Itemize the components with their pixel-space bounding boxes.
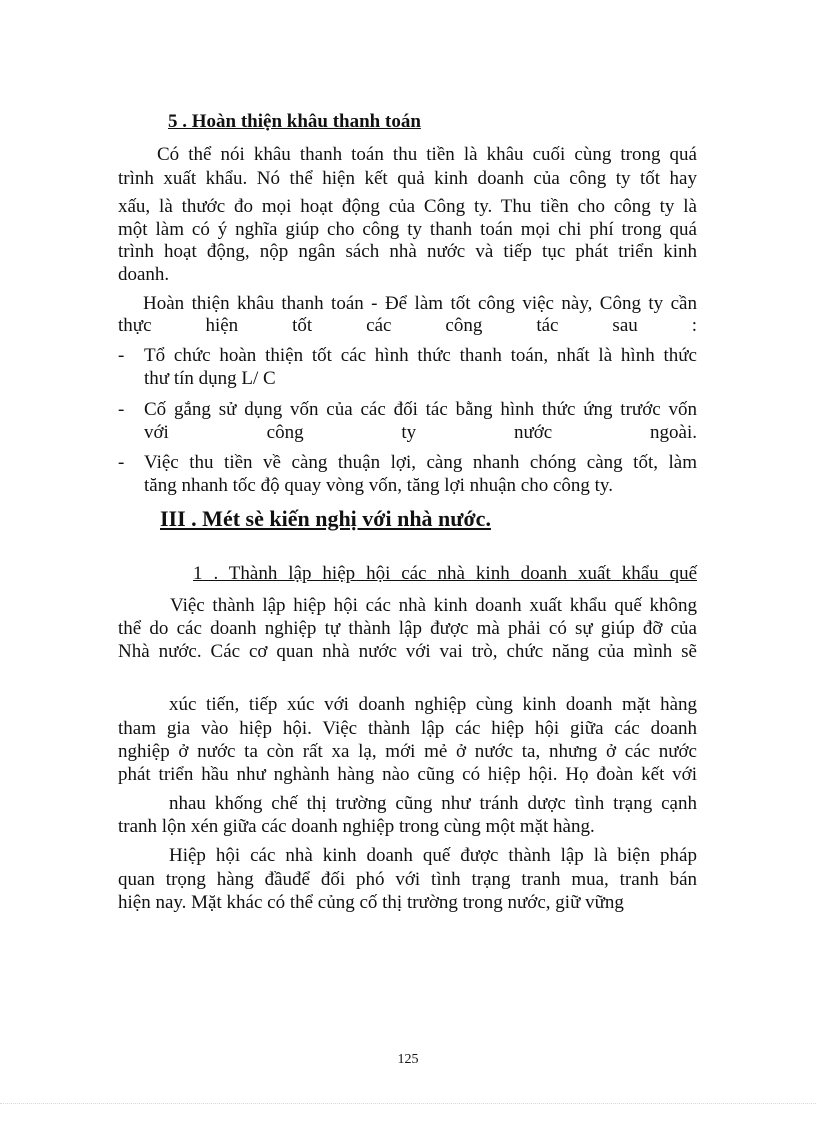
bullet-line: Tổ chức hoàn thiện tốt các hình thức thanh toán, nhất là hình thức: [144, 345, 697, 366]
bullet-line: Việc thu tiền về càng thuận lợi, càng nhanh chóng càng tốt, làm: [144, 452, 697, 473]
paragraph-line: nghiệp ở nước ta còn rất xa lạ, mới mẻ ở nước ta, nhưng ở các nước: [118, 741, 697, 762]
section-3-heading: III . Mét sè kiến nghị với nhà nước.: [160, 506, 491, 531]
paragraph-line: tham gia vào hiệp hội. Việc thành lập các hiệp hội giữa các doanh: [118, 718, 697, 739]
paragraph-line: Nhà nước. Các cơ quan nhà nước với vai trò, chức năng của mình sẽ: [118, 641, 697, 662]
paragraph-line: thực hiện tốt các công tác sau :: [118, 315, 697, 336]
paragraph-line: phát triển hầu như nghành hàng nào cũng có hiệp hội. Họ đoàn kết với: [118, 764, 697, 785]
page-number: 125: [397, 1052, 419, 1067]
paragraph-line: trình hoạt động, nộp ngân sách nhà nước và tiếp tục phát triển kinh: [118, 241, 697, 262]
page-bottom-divider: [0, 1103, 816, 1104]
paragraph-line: xấu, là thước đo mọi hoạt động của Công ty. Thu tiền cho công ty là: [118, 196, 697, 217]
bullet-marker: -: [118, 452, 125, 473]
paragraph-line: hiện nay. Mặt khác có thể củng cố thị trường trong nước, giữ vững: [118, 892, 624, 913]
paragraph-line: một làm có ý nghĩa giúp cho công ty thanh toán mọi chi phí trong quá: [118, 219, 697, 240]
paragraph-line: xúc tiến, tiếp xúc với doanh nghiệp cùng kinh doanh mặt hàng: [169, 694, 697, 715]
paragraph-line: doanh.: [118, 264, 170, 285]
bullet-line: Cố gắng sử dụng vốn của các đối tác bằng hình thức ứng trước vốn: [144, 399, 697, 420]
bullet-marker: -: [118, 345, 125, 366]
paragraph-line: nhau khống chế thị trường cũng như tránh dược tình trạng cạnh: [169, 793, 697, 814]
paragraph-line: Việc thành lập hiệp hội các nhà kinh doanh xuất khẩu quế không: [170, 595, 697, 616]
section-5-heading: 5 . Hoàn thiện khâu thanh toán: [168, 111, 421, 132]
paragraph-line: quan trọng hàng đầuđể đối phó với tình trạng tranh mua, tranh bán: [118, 869, 697, 890]
bullet-marker: -: [118, 399, 125, 420]
bullet-line: với công ty nước ngoài.: [144, 422, 697, 443]
bullet-line: tăng nhanh tốc độ quay vòng vốn, tăng lợi nhuận cho công ty.: [144, 475, 613, 496]
paragraph-line: tranh lộn xén giữa các doanh nghiệp trong cùng một mặt hàng.: [118, 816, 595, 837]
paragraph-line: Có thể nói khâu thanh toán thu tiền là khâu cuối cùng trong quá: [157, 144, 697, 165]
paragraph-line: thể do các doanh nghiệp tự thành lập được mà phải có sự giúp đỡ của: [118, 618, 697, 639]
paragraph-line: trình xuất khẩu. Nó thể hiện kết quả kinh doanh của công ty tốt hay: [118, 168, 697, 189]
subsection-1-heading: 1 . Thành lập hiệp hội các nhà kinh doanh xuất khẩu quế: [193, 563, 697, 584]
paragraph-line: Hiệp hội các nhà kinh doanh quế được thành lập là biện pháp: [169, 845, 697, 866]
bullet-line: thư tín dụng L/ C: [144, 368, 276, 389]
paragraph-line: Hoàn thiện khâu thanh toán - Để làm tốt công việc này, Công ty cần: [143, 293, 697, 314]
